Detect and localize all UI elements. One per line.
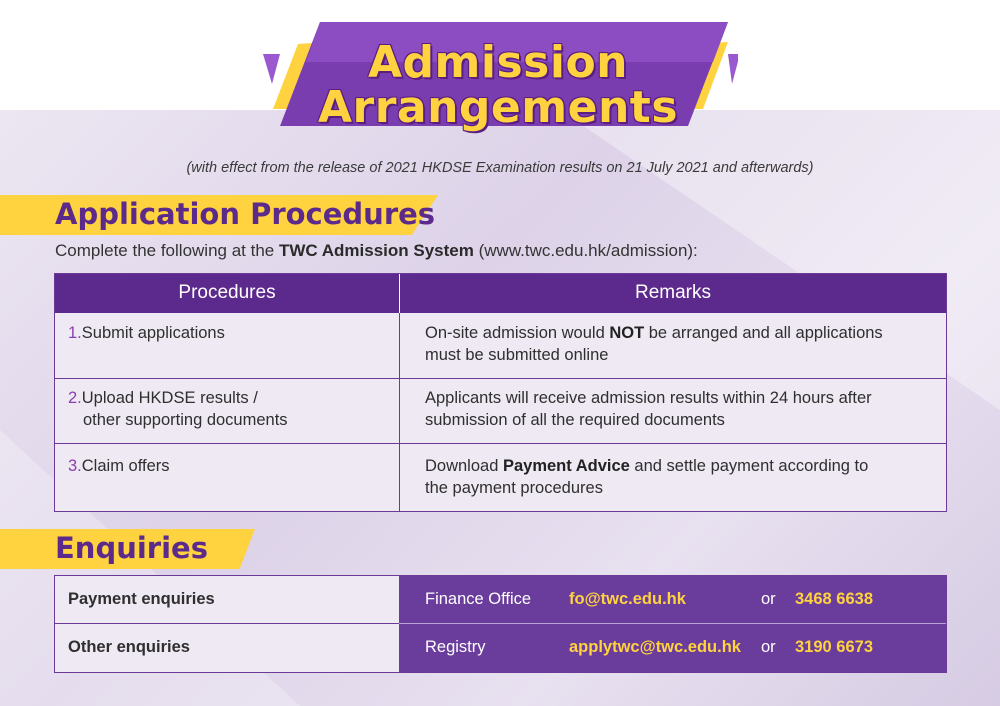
email-link[interactable]: fo@twc.edu.hk	[569, 590, 686, 608]
section-heading-enquiries	[0, 529, 255, 569]
divider	[55, 443, 946, 444]
heading-text: Application Procedures	[55, 197, 436, 231]
remark-cell: Applicants will receive admission results within 24 hours after submission of all the required documents	[425, 389, 872, 429]
remark-cell: On-site admission would NOT be arranged and all applications must be submitted online	[425, 324, 883, 364]
email-link[interactable]: applytwc@twc.edu.hk	[569, 638, 741, 656]
enquiry-type-label: Other enquiries	[68, 638, 190, 656]
enquiries-table	[54, 575, 947, 673]
divider	[399, 623, 946, 624]
procedure-cell: 3.Claim offers	[68, 457, 170, 475]
procedure-cell: 1.Submit applications	[68, 324, 225, 342]
or-text: or	[761, 638, 776, 656]
column-header-procedures: Procedures	[178, 282, 276, 303]
table-header	[55, 274, 946, 313]
office-name: Registry	[425, 638, 486, 656]
title-banner	[258, 14, 738, 134]
section-heading-application	[0, 195, 438, 235]
procedures-table	[54, 273, 947, 512]
column-header-remarks: Remarks	[634, 282, 711, 303]
office-name: Finance Office	[425, 590, 532, 608]
or-text: or	[761, 590, 776, 608]
heading-text: Enquiries	[55, 531, 208, 565]
procedure-cell: 2.Upload HKDSE results / other supporting documents	[68, 389, 288, 429]
remark-cell: Download Payment Advice and settle payment according to the payment procedures	[425, 457, 869, 497]
phone-number[interactable]: 3468 6638	[795, 590, 873, 608]
page-title: Admission Arrangements	[317, 37, 679, 133]
phone-number[interactable]: 3190 6673	[795, 638, 873, 656]
divider	[55, 378, 946, 379]
enquiry-type-label: Payment enquiries	[68, 590, 215, 608]
intro-text: Complete the following at the TWC Admission System (www.twc.edu.hk/admission):	[55, 241, 698, 260]
effective-date-note: (with effect from the release of 2021 HKDSE Examination results on 21 July 2021 and afterwards)	[186, 160, 814, 176]
divider	[399, 313, 400, 511]
